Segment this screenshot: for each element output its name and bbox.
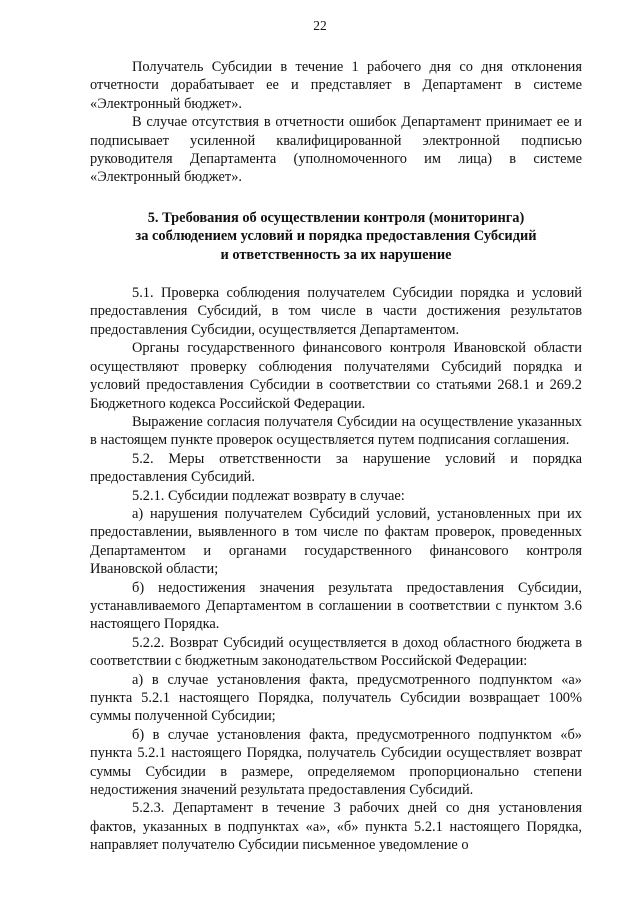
section-paragraph: а) нарушения получателем Субсидий условий, установленных при их предоставлении, выявленного в том числе по фактам проверок, проведенных Департаментом и органами государственного финансового контроля Ивановской области; [90, 505, 582, 578]
section-paragraph: 5.2. Меры ответственности за нарушение условий и порядка предоставления Субсидий. [90, 450, 582, 486]
section-paragraph: б) в случае установления факта, предусмотренного подпунктом «б» пункта 5.2.1 настоящего Порядка, получатель Субсидии осуществляет возврат суммы Субсидии в размере, определяемом пропорционально степени недостижения значений результата предоставления Субсидий. [90, 726, 582, 799]
section-heading-line: за соблюдением условий и порядка предоставления Субсидий [135, 228, 537, 245]
section-paragraph: 5.2.3. Департамент в течение 3 рабочих дней со дня установления фактов, указанных в подпунктах «а», «б» пункта 5.2.1 настоящего Порядка, направляет получателю Субсидии письменное уведомление о [90, 800, 582, 854]
section-paragraph: 5.1. Проверка соблюдения получателем Субсидии порядка и условий предоставления Субсидий, в том числе в части достижения результатов предоставления Субсидии, осуществляется Департаментом. [90, 285, 582, 338]
section-paragraph: 5.2.1. Субсидии подлежат возврату в случае: [132, 487, 405, 504]
section-paragraph: 5.2.2. Возврат Субсидий осуществляется в доход областного бюджета в соответствии с бюджетным законодательством Российской Федерации: [90, 634, 582, 670]
section-heading [90, 209, 582, 264]
section-paragraph: Выражение согласия получателя Субсидии на осуществление указанных в настоящем пункте проверок осуществляется путем подписания соглашения. [90, 413, 582, 449]
intro-paragraph: Получатель Субсидии в течение 1 рабочего дня со дня отклонения отчетности дорабатывает ее и представляет в Департамент в системе «Электронный бюджет». [90, 59, 582, 112]
intro-paragraph: В случае отсутствия в отчетности ошибок Департамент принимает ее и подписывает усиленной квалифицированной электронной подписью руководителя Департамента (уполномоченного им лица) в системе «Электронный бюджет». [90, 114, 582, 186]
section-paragraph: Органы государственного финансового контроля Ивановской области осуществляют проверку соблюдения получателями Субсидий порядка и условий предоставления Субсидии в соответствии со статьями 268.1 и 269.2 Бюджетного кодекса Российской Федерации. [90, 340, 582, 412]
section-paragraph: а) в случае установления факта, предусмотренного подпунктом «а» пункта 5.2.1 настоящего Порядка, получатель Субсидии возвращает 100% суммы полученной Субсидии; [90, 671, 582, 725]
document-body [90, 58, 582, 855]
section-heading-line: и ответственность за их нарушение [220, 246, 452, 263]
section-paragraph: б) недостижения значения результата предоставления Субсидии, устанавливаемого Департаментом в соглашении в соответствии с пунктом 3.6 настоящего Порядка. [90, 579, 582, 633]
page-number: 22 [313, 18, 327, 33]
section-heading-line: 5. Требования об осуществлении контроля (мониторинга) [147, 209, 525, 226]
